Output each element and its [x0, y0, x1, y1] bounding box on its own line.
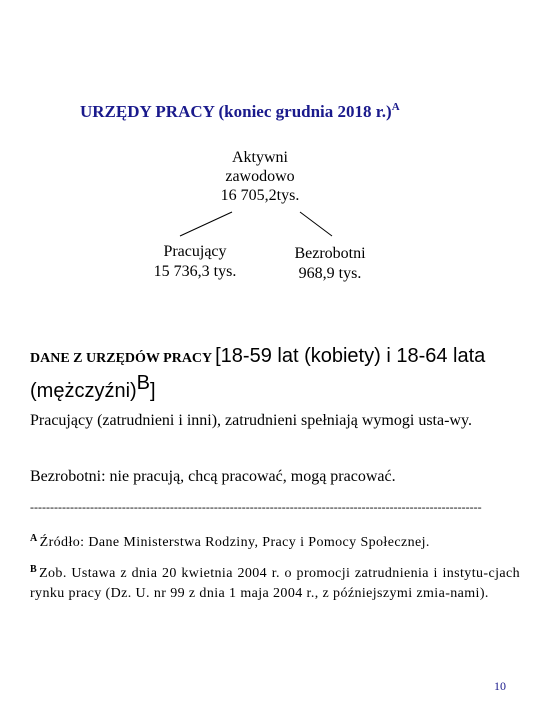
footnote-separator: -----------------------------------------------------------------------------------------------------------------	[30, 500, 482, 514]
root-value: 16 705,2tys.	[220, 187, 300, 204]
left-node-label: Pracujący	[163, 243, 227, 260]
root-line-1: Aktywni	[232, 149, 288, 166]
right-node-label: Bezrobotni	[294, 245, 366, 262]
unemployed-definition: Bezrobotni: nie pracują, chcą pracować, mogą pracować.	[30, 468, 396, 485]
heading-age-range: [18-59 lat (kobiety) i 18-64 lata (mężczyźni)	[30, 345, 486, 402]
title-text: URZĘDY PRACY (koniec grudnia 2018 r.)	[80, 102, 392, 121]
footnote-a-marker: A	[30, 533, 38, 544]
tree-left-node	[130, 242, 260, 282]
heading-close-bracket: ]	[150, 380, 156, 402]
left-node-value: 15 736,3 tys.	[153, 263, 237, 280]
right-branch-line	[300, 212, 332, 236]
heading-source: DANE Z URZĘDÓW PRACY	[30, 351, 216, 366]
section-heading	[30, 344, 525, 405]
employed-definition: Pracujący (zatrudnieni i inni), zatrudnieni spełniają wymogi usta-wy.	[30, 412, 472, 429]
footnote-b	[30, 560, 520, 604]
tree-right-node	[270, 244, 390, 284]
footnote-a-text: Źródło: Dane Ministerstwa Rodziny, Pracy i Pomocy Społecznej.	[39, 535, 430, 550]
left-branch-line	[180, 212, 232, 236]
footnote-b-marker: B	[30, 564, 38, 575]
page-number: 10	[494, 679, 506, 693]
heading-footnote-marker: B	[136, 372, 151, 394]
title-footnote-marker: A	[391, 101, 400, 113]
footnote-a	[30, 529, 520, 553]
footnote-b-text: Zob. Ustawa z dnia 20 kwietnia 2004 r. o promocji zatrudnienia i instytu-cjach rynku pracy (Dz. U. nr 99 z dnia 1 maja 2004 r., z późniejszymi zmia-nami).	[30, 566, 520, 601]
right-node-value: 968,9 tys.	[298, 265, 362, 282]
root-line-2: zawodowo	[225, 168, 295, 185]
